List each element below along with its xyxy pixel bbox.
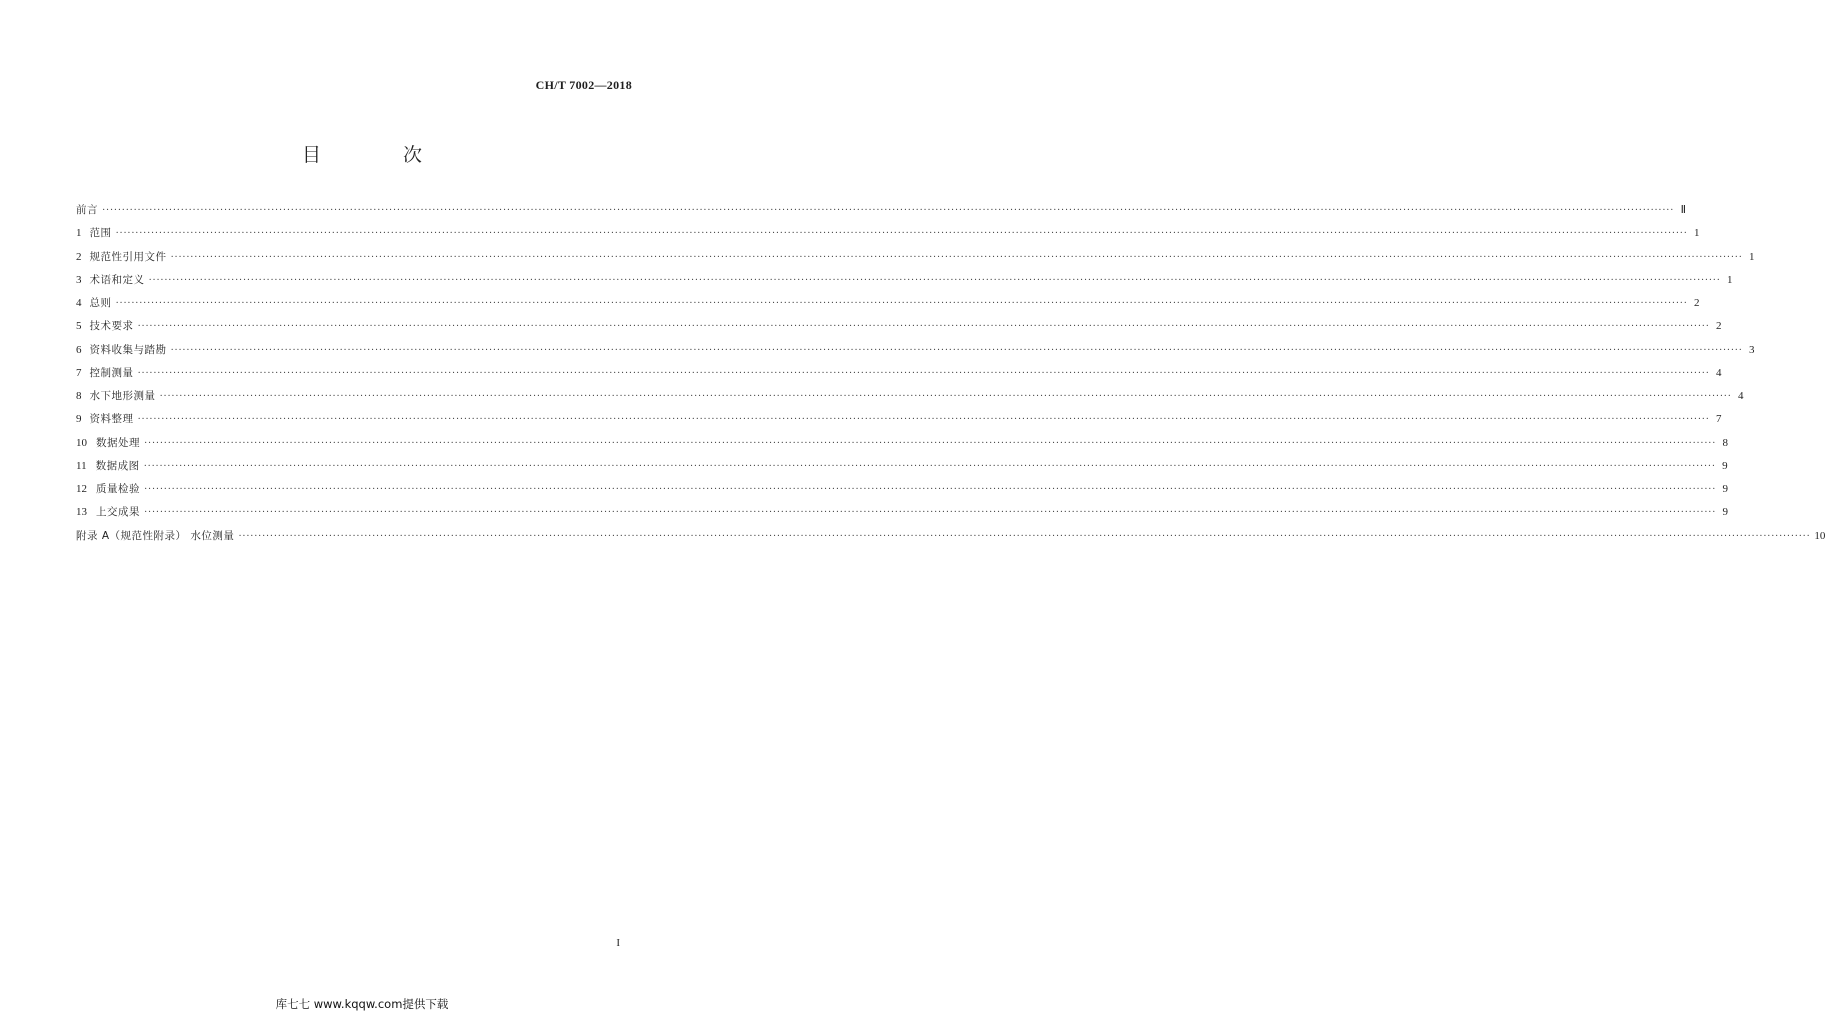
toc-dot-leader: ················································································································································································································································································································································································································ bbox=[137, 414, 1710, 426]
toc-entry[interactable] bbox=[76, 432, 1729, 455]
toc-entry-page: 10 bbox=[1814, 529, 1825, 542]
toc-entry[interactable] bbox=[76, 292, 1700, 315]
toc-dot-leader: ················································································································································································································································································································································································································ bbox=[170, 251, 1743, 263]
toc-entry-number: 1 bbox=[76, 227, 82, 240]
toc-entry-page: 1 bbox=[1727, 273, 1733, 286]
toc-dot-leader: ················································································································································································································································································································································································································ bbox=[115, 228, 1688, 240]
toc-entry[interactable] bbox=[76, 408, 1722, 431]
standard-code: CH/T 7002—2018 bbox=[535, 78, 632, 92]
toc-entry-label: 质量检验 bbox=[96, 483, 140, 495]
page-number: I bbox=[616, 937, 620, 949]
toc-entry-page: 2 bbox=[1694, 297, 1700, 309]
toc-entry-page: 7 bbox=[1716, 413, 1722, 426]
toc-entry-number: 11 bbox=[76, 459, 87, 472]
toc-entry-number: 8 bbox=[76, 390, 82, 402]
toc-entry-page: 4 bbox=[1716, 366, 1722, 379]
toc-entry-number: 7 bbox=[76, 366, 82, 379]
toc-entry-page: 2 bbox=[1716, 320, 1722, 333]
toc-entry-label: 规范性引用文件 bbox=[89, 250, 167, 263]
toc-entry-number: 13 bbox=[76, 506, 87, 519]
toc-dot-leader: ················································································································································································································································································································································································································ bbox=[144, 484, 1717, 495]
toc-dot-leader: ················································································································································································································································································································································································································ bbox=[115, 298, 1688, 309]
toc-entry[interactable] bbox=[76, 525, 1825, 548]
toc-entry-label: 控制测量 bbox=[89, 366, 134, 379]
toc-entry-number: 5 bbox=[76, 320, 82, 333]
toc-entry-number: 9 bbox=[76, 413, 82, 426]
toc-entry-label: 范围 bbox=[89, 227, 112, 240]
toc-entry-page: 1 bbox=[1749, 250, 1755, 263]
toc-entry-page: 8 bbox=[1722, 436, 1729, 449]
toc-entry-number: 3 bbox=[76, 273, 82, 286]
toc-entry[interactable] bbox=[76, 501, 1729, 524]
toc-entry-page: Ⅱ bbox=[1680, 204, 1687, 216]
toc-entry-label: 上交成果 bbox=[96, 506, 140, 519]
toc-entry[interactable] bbox=[76, 362, 1722, 385]
toc-entry-label: 数据成图 bbox=[95, 459, 140, 472]
toc-entry-label: 前言 bbox=[76, 204, 98, 216]
toc-entry-page: 9 bbox=[1722, 506, 1729, 519]
toc-entry-page: 9 bbox=[1722, 459, 1728, 472]
toc-entry-label: 技术要求 bbox=[89, 320, 134, 333]
toc-dot-leader: ················································································································································································································································································································································································································ bbox=[137, 367, 1710, 379]
toc-entry-label: 资料收集与踏勘 bbox=[89, 343, 167, 356]
toc-entry-number: 2 bbox=[76, 250, 82, 263]
table-of-contents bbox=[76, 199, 1825, 548]
toc-dot-leader: ················································································································································································································································································································································································································ bbox=[144, 437, 1717, 449]
toc-entry-number: 10 bbox=[76, 436, 87, 449]
toc-dot-leader: ················································································································································································································································································································································································································ bbox=[170, 344, 1743, 356]
toc-entry-number: 12 bbox=[76, 483, 87, 495]
toc-entry[interactable] bbox=[76, 315, 1722, 338]
toc-entry-label: 附录 A（规范性附录） 水位测量 bbox=[76, 529, 235, 542]
toc-entry[interactable] bbox=[76, 199, 1687, 222]
toc-entry[interactable] bbox=[76, 385, 1744, 408]
toc-entry-page: 3 bbox=[1749, 343, 1755, 356]
toc-entry-number: 4 bbox=[76, 297, 82, 309]
toc-entry[interactable] bbox=[76, 246, 1755, 269]
toc-dot-leader: ················································································································································································································································································································································································································ bbox=[148, 274, 1721, 286]
toc-entry[interactable] bbox=[76, 222, 1700, 245]
toc-entry-label: 总则 bbox=[89, 297, 112, 309]
toc-entry[interactable] bbox=[76, 478, 1729, 501]
toc-entry-label: 术语和定义 bbox=[89, 273, 145, 286]
toc-entry-label: 资料整理 bbox=[89, 413, 134, 426]
toc-dot-leader: ················································································································································································································································································································································································································ bbox=[143, 460, 1716, 472]
toc-dot-leader: ················································································································································································································································································································································································································ bbox=[102, 205, 1675, 216]
toc-dot-leader: ················································································································································································································································································································································································································ bbox=[238, 530, 1811, 542]
toc-entry-label: 水下地形测量 bbox=[89, 390, 156, 402]
toc-dot-leader: ················································································································································································································································································································································································································ bbox=[144, 507, 1717, 519]
page-title: 目 次 bbox=[301, 144, 461, 166]
toc-entry[interactable] bbox=[76, 339, 1755, 362]
toc-entry-page: 9 bbox=[1722, 483, 1729, 495]
toc-entry[interactable] bbox=[76, 455, 1728, 478]
toc-dot-leader: ················································································································································································································································································································································································································ bbox=[159, 391, 1732, 402]
toc-dot-leader: ················································································································································································································································································································································································································ bbox=[137, 321, 1710, 333]
toc-entry-page: 1 bbox=[1694, 227, 1700, 240]
toc-entry-number: 6 bbox=[76, 343, 82, 356]
toc-entry[interactable] bbox=[76, 269, 1733, 292]
toc-entry-label: 数据处理 bbox=[96, 436, 140, 449]
toc-entry-page: 4 bbox=[1738, 390, 1744, 402]
download-footer: 库七七 www.kqqw.com提供下载 bbox=[275, 997, 449, 1011]
